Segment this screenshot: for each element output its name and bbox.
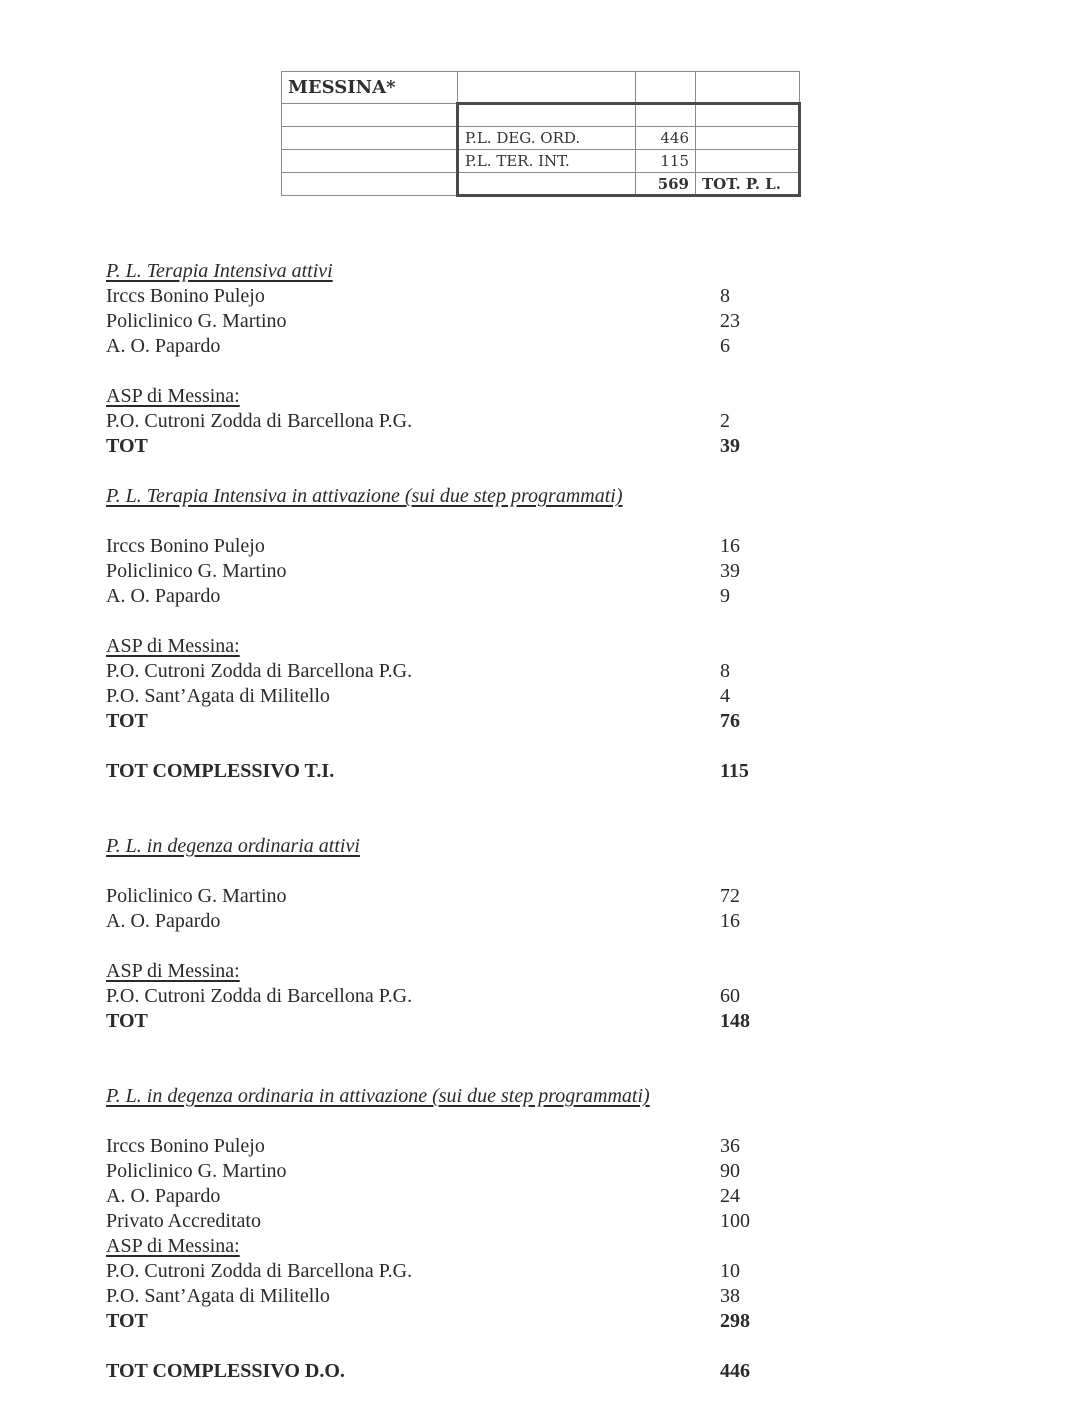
item-value: 60 <box>720 985 740 1007</box>
item-label: A. O. Papardo <box>106 335 221 357</box>
item-value: 2 <box>720 410 730 432</box>
summary-row-value: 115 <box>636 150 696 173</box>
item-label: Policlinico G. Martino <box>106 885 287 907</box>
item-value: 72 <box>720 885 740 907</box>
grand-total-do <box>106 1359 786 1384</box>
asp-subheading: ASP di Messina: <box>106 1235 240 1257</box>
list-item <box>106 559 786 584</box>
list-item <box>106 1259 786 1284</box>
item-label: P.O. Cutroni Zodda di Barcellona P.G. <box>106 660 413 682</box>
total-label: TOT <box>106 710 148 732</box>
item-label: Policlinico G. Martino <box>106 560 287 582</box>
summary-total-label: TOT. P. L. <box>696 173 800 196</box>
item-value: 23 <box>720 310 740 332</box>
item-value: 9 <box>720 585 730 607</box>
list-item <box>106 909 786 934</box>
list-item <box>106 659 786 684</box>
item-label: Irccs Bonino Pulejo <box>106 1135 265 1157</box>
item-value: 39 <box>720 560 740 582</box>
summary-table <box>281 71 801 197</box>
item-label: P.O. Cutroni Zodda di Barcellona P.G. <box>106 410 413 432</box>
item-value: 38 <box>720 1285 740 1307</box>
item-value: 10 <box>720 1260 740 1282</box>
total-row <box>106 709 786 734</box>
total-label: TOT <box>106 1010 148 1032</box>
grand-total-label: TOT COMPLESSIVO D.O. <box>106 1360 345 1382</box>
section-heading-ti-attivazione: P. L. Terapia Intensiva in attivazione (sui due step programmati) <box>106 485 623 507</box>
total-value: 76 <box>720 710 740 732</box>
item-value: 100 <box>720 1210 750 1232</box>
grand-total-value: 446 <box>720 1360 750 1382</box>
summary-empty-row <box>282 104 800 127</box>
list-item <box>106 1134 786 1159</box>
total-row <box>106 1309 786 1334</box>
list-item <box>106 1159 786 1184</box>
list-item <box>106 1284 786 1309</box>
list-item <box>106 1209 786 1234</box>
list-item <box>106 309 786 334</box>
grand-total-label: TOT COMPLESSIVO T.I. <box>106 760 335 782</box>
summary-title-row <box>282 72 800 104</box>
summary-row-label: P.L. TER. INT. <box>458 150 636 173</box>
item-value: 8 <box>720 660 730 682</box>
grand-total-ti <box>106 759 786 784</box>
total-value: 148 <box>720 1010 750 1032</box>
summary-row-note <box>696 127 800 150</box>
list-item <box>106 284 786 309</box>
list-item <box>106 409 786 434</box>
item-label: P.O. Sant’Agata di Militello <box>106 1285 330 1307</box>
total-value: 298 <box>720 1310 750 1332</box>
summary-row <box>282 150 800 173</box>
list-item <box>106 334 786 359</box>
item-value: 16 <box>720 535 740 557</box>
section-heading-do-attivi: P. L. in degenza ordinaria attivi <box>106 835 360 857</box>
total-label: TOT <box>106 1310 148 1332</box>
item-value: 4 <box>720 685 730 707</box>
item-label: Privato Accreditato <box>106 1210 261 1232</box>
item-value: 16 <box>720 910 740 932</box>
item-label: Policlinico G. Martino <box>106 1160 287 1182</box>
item-label: Irccs Bonino Pulejo <box>106 285 265 307</box>
list-item <box>106 584 786 609</box>
asp-subheading: ASP di Messina: <box>106 960 240 982</box>
item-value: 6 <box>720 335 730 357</box>
item-value: 90 <box>720 1160 740 1182</box>
grand-total-value: 115 <box>720 760 749 782</box>
item-label: P.O. Cutroni Zodda di Barcellona P.G. <box>106 985 413 1007</box>
section-heading-ti-attivi: P. L. Terapia Intensiva attivi <box>106 260 333 282</box>
list-item <box>106 984 786 1009</box>
item-value: 24 <box>720 1185 740 1207</box>
item-label: A. O. Papardo <box>106 585 221 607</box>
summary-title: MESSINA* <box>282 72 458 104</box>
asp-subheading: ASP di Messina: <box>106 635 240 657</box>
list-item <box>106 534 786 559</box>
item-label: P.O. Sant’Agata di Militello <box>106 685 330 707</box>
total-row <box>106 434 786 459</box>
total-row <box>106 1009 786 1034</box>
item-label: A. O. Papardo <box>106 910 221 932</box>
summary-total-value: 569 <box>636 173 696 196</box>
item-value: 36 <box>720 1135 740 1157</box>
summary-row-label: P.L. DEG. ORD. <box>458 127 636 150</box>
summary-row-value: 446 <box>636 127 696 150</box>
list-item <box>106 1184 786 1209</box>
section-heading-do-attivazione: P. L. in degenza ordinaria in attivazione (sui due step programmati) <box>106 1085 650 1107</box>
item-label: A. O. Papardo <box>106 1185 221 1207</box>
asp-subheading: ASP di Messina: <box>106 385 240 407</box>
item-label: Irccs Bonino Pulejo <box>106 535 265 557</box>
list-item <box>106 884 786 909</box>
item-value: 8 <box>720 285 730 307</box>
summary-total-row <box>282 173 800 196</box>
list-item <box>106 684 786 709</box>
item-label: P.O. Cutroni Zodda di Barcellona P.G. <box>106 1260 413 1282</box>
summary-row <box>282 127 800 150</box>
total-label: TOT <box>106 435 148 457</box>
summary-row-note <box>696 150 800 173</box>
total-value: 39 <box>720 435 740 457</box>
summary-row-label <box>458 173 636 196</box>
item-label: Policlinico G. Martino <box>106 310 287 332</box>
